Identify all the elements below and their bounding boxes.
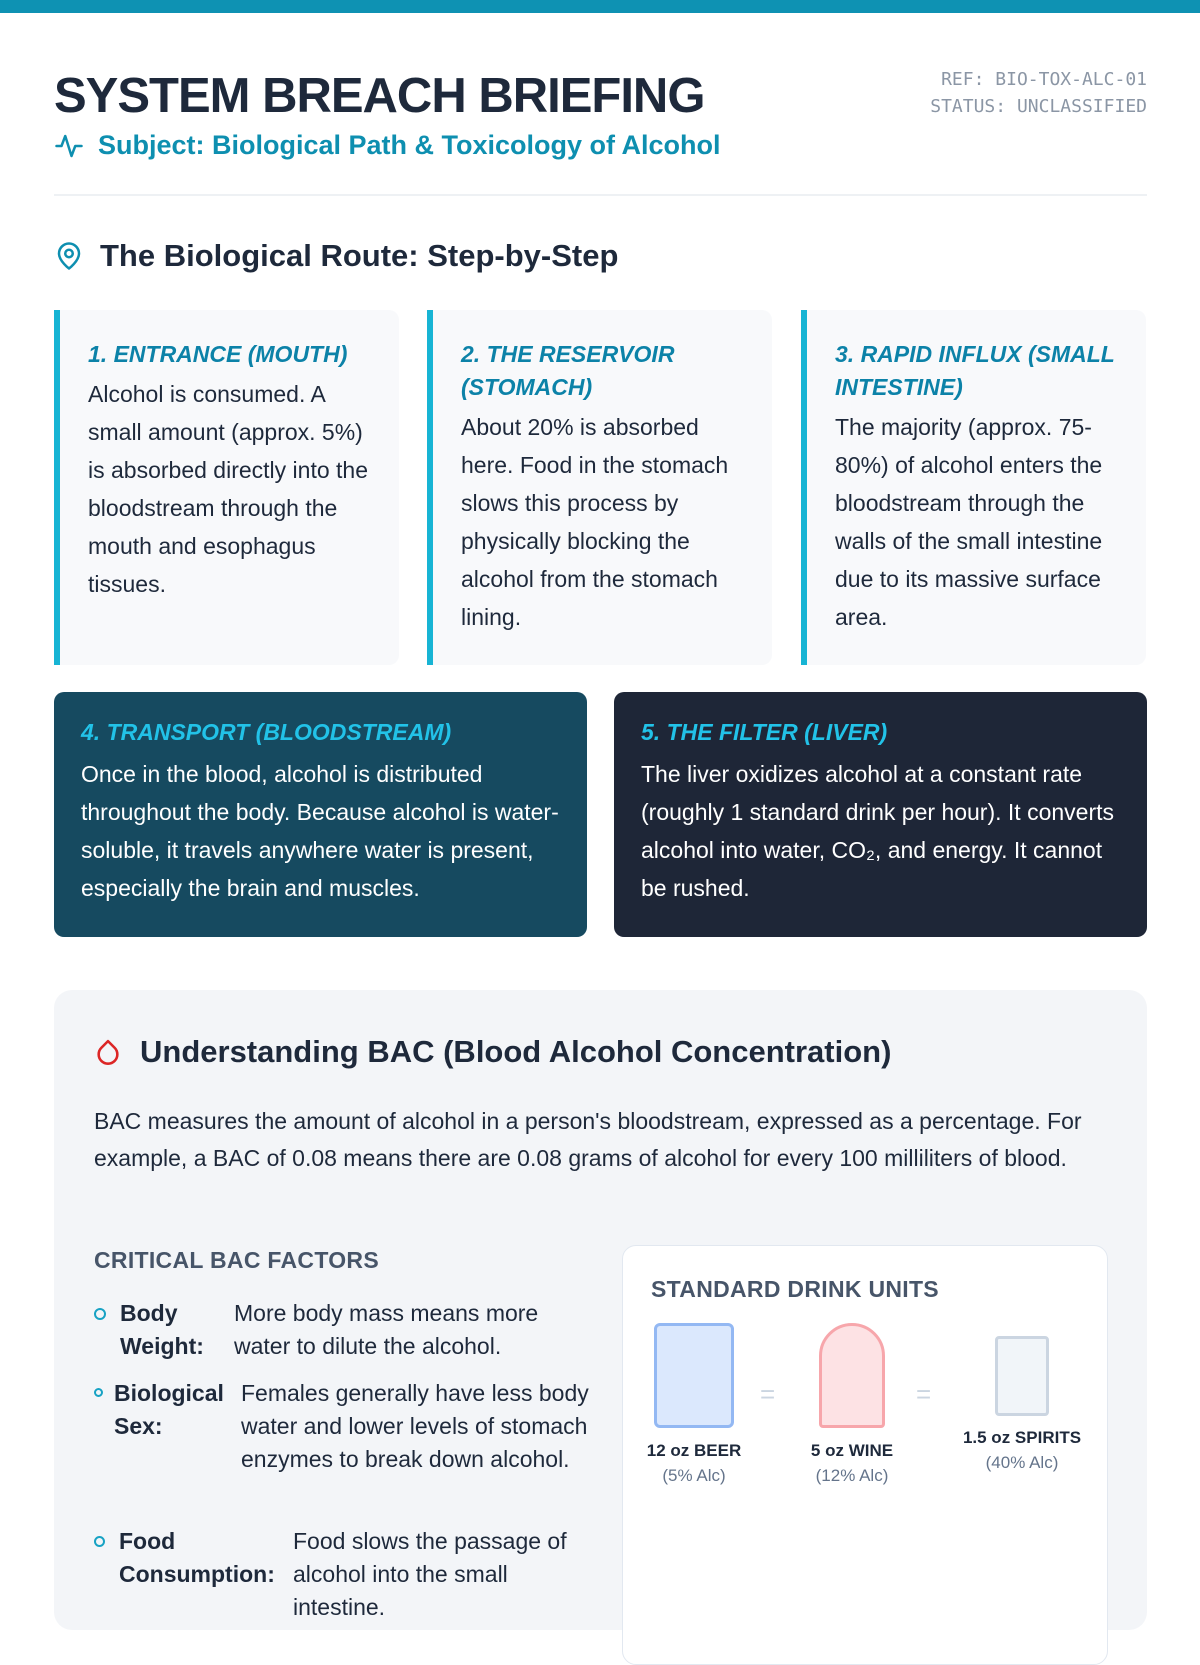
drink-sub-wine: (12% Alc) [815, 1466, 889, 1485]
step-heading: 5. THE FILTER (LIVER) [641, 719, 888, 745]
drink-label-spirits: 1.5 oz SPIRITS [962, 1428, 1082, 1447]
equals-sign: = [760, 1379, 776, 1409]
bullet-icon [94, 1388, 103, 1397]
blood-drop-icon [94, 1037, 122, 1067]
beer-glass-icon [654, 1323, 734, 1428]
step-card-liver [614, 692, 1147, 937]
document-meta [930, 66, 1147, 120]
step-body: About 20% is absorbed here. Food in the stomach slows this process by physically blocking the alcohol from the stomach lining. [461, 414, 729, 630]
factor-desc: Food slows the passage of alcohol into the small intestine. [293, 1528, 567, 1620]
step-card-bloodstream [54, 692, 587, 937]
spirits-glass-icon [995, 1336, 1049, 1416]
step-heading: 2. THE RESERVOIR (STOMACH) [461, 341, 675, 400]
factor-item-food-consumption [94, 1525, 593, 1624]
map-pin-icon [54, 240, 84, 272]
bac-panel [54, 990, 1147, 1630]
page-header [54, 66, 1147, 196]
equals-sign: = [916, 1379, 932, 1409]
step-card-small-intestine [801, 310, 1146, 665]
subtitle [54, 130, 1147, 161]
bullet-icon [94, 1308, 106, 1320]
route-title-text: The Biological Route: Step-by-Step [100, 238, 619, 273]
step-heading: 3. RAPID INFLUX (SMALL INTESTINE) [835, 341, 1115, 400]
bac-section-title [94, 1034, 891, 1070]
factors-title: CRITICAL BAC FACTORS [94, 1247, 379, 1273]
subtitle-text: Subject: Biological Path & Toxicology of Alcohol [98, 130, 721, 160]
wine-glass-icon [819, 1323, 885, 1428]
bac-description: BAC measures the amount of alcohol in a person's bloodstream, expressed as a percentage. For example, a BAC of 0.08 means there are 0.08 grams of alcohol for every 100 milliliters of blood. [94, 1108, 1082, 1171]
drink-sub-spirits: (40% Alc) [985, 1453, 1059, 1472]
top-accent-bar [0, 0, 1200, 13]
drink-label-wine: 5 oz WINE [810, 1441, 894, 1460]
status-code: STATUS: UNCLASSIFIED [930, 96, 1147, 117]
step-body: The majority (approx. 75-80%) of alcohol enters the bloodstream through the walls of the small intestine due to its massive surface area. [835, 414, 1103, 630]
factor-name: Biological Sex: [114, 1380, 224, 1439]
bullet-icon [94, 1536, 105, 1547]
step-body: Once in the blood, alcohol is distributed throughout the body. Because alcohol is water-soluble, it travels anywhere water is present, especially the brain and muscles. [81, 761, 559, 901]
bac-title-text: Understanding BAC (Blood Alcohol Concentration) [140, 1034, 892, 1069]
factor-item-body-weight [94, 1297, 574, 1363]
factor-desc: More body mass means more water to dilute the alcohol. [234, 1300, 539, 1359]
step-heading: 4. TRANSPORT (BLOODSTREAM) [81, 719, 452, 745]
factor-item-biological-sex [94, 1377, 591, 1476]
step-heading: 1. ENTRANCE (MOUTH) [88, 341, 348, 367]
page-title: SYSTEM BREACH BRIEFING [54, 69, 705, 123]
drink-label-beer: 12 oz BEER [646, 1441, 742, 1460]
step-body: The liver oxidizes alcohol at a constant rate (roughly 1 standard drink per hour). It converts alcohol into water, CO₂, and energy. It cannot be rushed. [641, 761, 1115, 901]
ref-code: REF: BIO-TOX-ALC-01 [941, 69, 1147, 90]
factor-name: Body Weight: [120, 1300, 204, 1359]
standard-drinks-card [622, 1245, 1108, 1665]
step-card-mouth [54, 310, 399, 665]
step-body: Alcohol is consumed. A small amount (approx. 5%) is absorbed directly into the bloodstream through the mouth and esophagus tissues. [88, 381, 368, 597]
drink-sub-beer: (5% Alc) [662, 1466, 726, 1485]
step-card-stomach [427, 310, 772, 665]
factor-desc: Females generally have less body water and lower levels of stomach enzymes to break down alcohol. [241, 1380, 589, 1472]
pulse-icon [54, 131, 84, 161]
route-section-title [54, 238, 618, 274]
factor-name: Food Consumption: [119, 1528, 275, 1587]
drinks-title: STANDARD DRINK UNITS [651, 1276, 939, 1302]
